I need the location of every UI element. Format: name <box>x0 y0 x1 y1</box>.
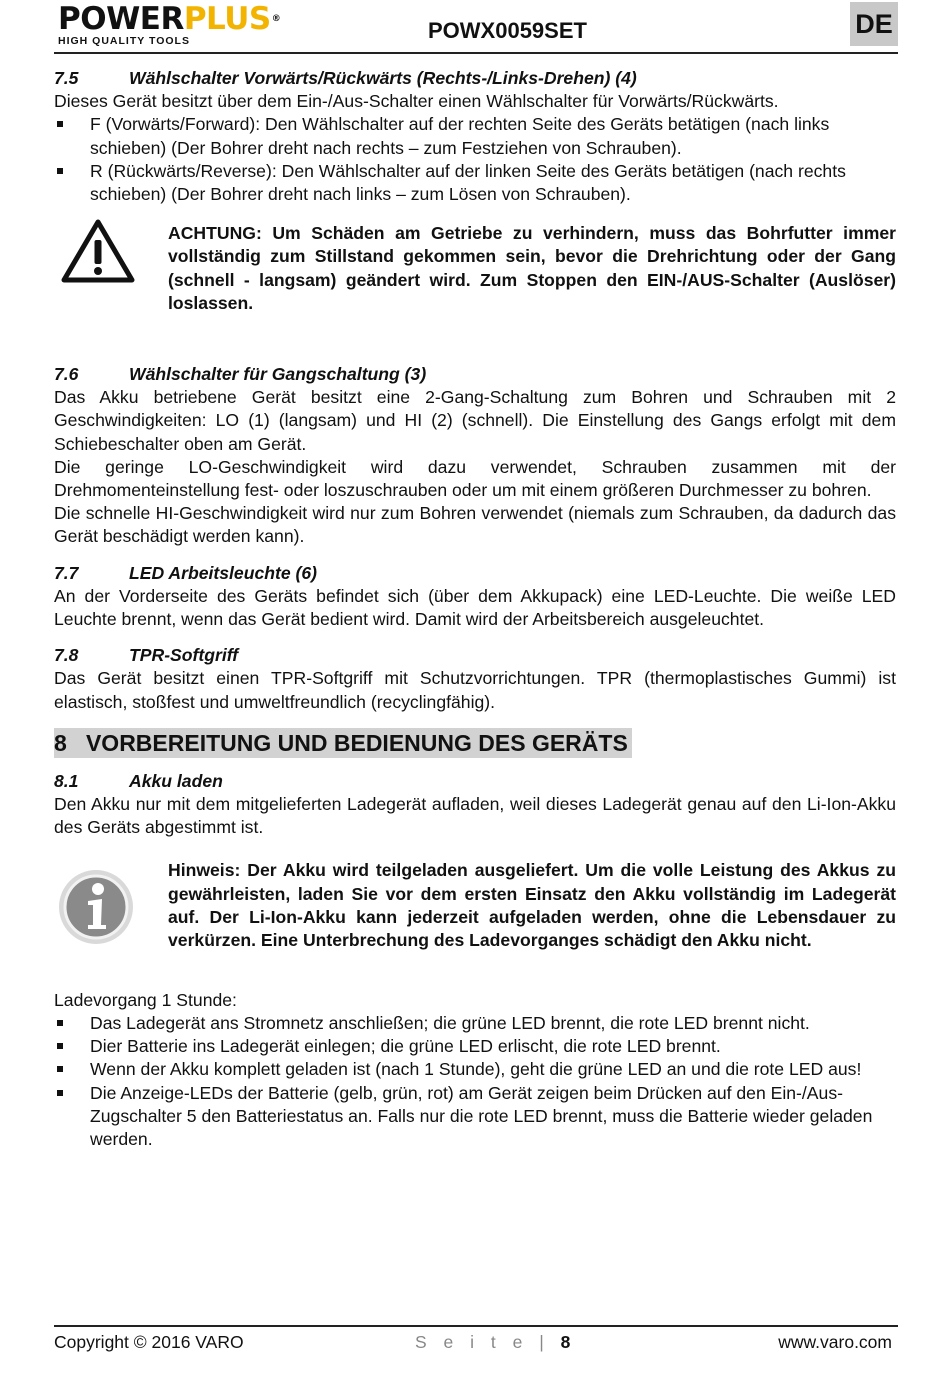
section-7-7-heading <box>54 562 896 585</box>
section-number: 7.7 <box>54 562 79 583</box>
section-7-6-heading <box>54 363 896 386</box>
logo-word-power: POWER <box>58 1 184 37</box>
list-item: Wenn der Akku komplett geladen ist (nach 1 Stunde), geht die grüne LED an und die rote LED aus! <box>54 1058 896 1081</box>
list-item: F (Vorwärts/Forward): Den Wählschalter auf der rechten Seite des Geräts betätigen (nach links schieben) (Der Bohrer dreht nach rechts – zum Festziehen von Schrauben). <box>54 113 896 159</box>
footer-copyright: Copyright © 2016 VARO <box>54 1332 244 1352</box>
charging-lead: Ladevorgang 1 Stunde: <box>54 989 237 1010</box>
logo-word-plus: PLUS <box>183 1 271 37</box>
chapter-8-heading: 8 VORBEREITUNG UND BEDIENUNG DES GERÄTS <box>54 728 632 758</box>
section-number: 8.1 <box>54 770 79 791</box>
header-divider <box>54 52 898 54</box>
list-item: Dier Batterie ins Ladegerät einlegen; die grüne LED erlischt, die rote LED brennt. <box>54 1035 896 1058</box>
charging-steps-list <box>54 1012 896 1151</box>
section-title: TPR-Softgriff <box>129 645 239 666</box>
chapter-8-heading-wrap <box>54 728 896 758</box>
page-label: S e i t e | <box>415 1332 550 1352</box>
section-7-6-paragraph-1: Das Akku betriebene Gerät besitzt eine 2-Gang-Schaltung zum Bohren und Schrauben mit 2 Geschwindigkeiten: LO (1) (langsam) und HI (2) (schnell). Die Einstellung des Gangs erfolgt mit dem Schiebeschalter oben am Gerät. <box>54 387 896 454</box>
section-number: 7.6 <box>54 364 79 385</box>
section-8-1-paragraph: Den Akku nur mit dem mitgelieferten Ladegerät aufladen, weil dieses Ladegerät genau auf den Li-Ion-Akku des Geräts abgestimmt ist. <box>54 794 896 838</box>
list-item: Das Ladegerät ans Stromnetz anschließen; die grüne LED brennt, die rote LED brennt nicht. <box>54 1012 896 1035</box>
section-title: Wählschalter für Gangschaltung (3) <box>129 364 427 385</box>
section-7-6-paragraph-3: Die schnelle HI-Geschwindigkeit wird nur zum Bohren verwendet (niemals zum Schrauben, da dadurch das Gerät beschädigt werden kann). <box>54 503 896 547</box>
warning-block <box>54 222 896 315</box>
section-7-6-paragraph-2: Die geringe LO-Geschwindigkeit wird dazu verwendet, Schrauben zusammen mit der Drehmomenteinstellung fest- oder loszuschrauben oder um mit einem größeren Durchmesser zu bohren. <box>54 456 896 501</box>
info-icon <box>54 859 168 953</box>
section-7-5-list <box>54 113 896 206</box>
logo-tagline: HIGH QUALITY TOOLS <box>58 35 190 47</box>
powerplus-logo <box>58 1 308 47</box>
list-item: R (Rückwärts/Reverse): Den Wählschalter auf der linken Seite des Geräts betätigen (nach rechts schieben) (Der Bohrer dreht nach links – zum Lösen von Schrauben). <box>54 160 896 206</box>
info-note-text: Hinweis: Der Akku wird teilgeladen ausgeliefert. Um die volle Leistung des Akkus zu gewährleisten, laden Sie vor dem ersten Einsatz den Akku vollständig im Ladegerät auf. Der Li-Ion-Akku kann jederzeit aufgeladen werden, ohne die Lebensdauer zu verkürzen. Eine Unterbrechung des Ladevorganges schädigt den Akku nicht. <box>168 860 896 951</box>
section-number: 7.8 <box>54 645 79 666</box>
section-8-1-heading <box>54 770 896 793</box>
list-item: Die Anzeige-LEDs der Batterie (gelb, grün, rot) am Gerät zeigen beim Drücken auf den Ein-/Aus-Zugschalter 5 den Batteriestatus an. Falls nur die rote LED brennt, muss die Batterie wieder geladen werden. <box>54 1082 896 1152</box>
language-badge: DE <box>850 2 898 46</box>
section-7-5-intro: Dieses Gerät besitzt über dem Ein-/Aus-Schalter einen Wählschalter für Vorwärts/Rückwärts. <box>54 91 779 112</box>
footer-url: www.varo.com <box>778 1332 892 1352</box>
section-title: Wählschalter Vorwärts/Rückwärts (Rechts-/Links-Drehen) (4) <box>129 68 637 88</box>
section-7-7-paragraph: An der Vorderseite des Geräts befindet sich (über dem Akkupack) eine LED-Leuchte. Die weiße LED Leuchte brennt, wenn das Gerät bedient wird. Damit wird der Arbeitsbereich ausgeleuchtet. <box>54 585 896 630</box>
section-title: Akku laden <box>129 770 223 791</box>
section-7-5-heading <box>54 67 896 90</box>
logo-registered-mark: ® <box>271 14 281 24</box>
warning-text: ACHTUNG: Um Schäden am Getriebe zu verhindern, muss das Bohrfutter immer vollständig zum Stillstand gekommen sein, bevor die Drehrichtung oder der Gang (schnell - langsam) geändert wird. Zum Stoppen den EIN-/AUS-Schalter (Auslöser) loslassen. <box>168 223 896 313</box>
model-number: POWX0059SET <box>428 18 587 43</box>
footer-divider <box>54 1325 898 1327</box>
warning-icon <box>54 222 168 290</box>
section-7-8-paragraph: Das Gerät besitzt einen TPR-Softgriff mit Schutzvorrichtungen. TPR (thermoplastisches Gummi) ist elastisch, stoßfest und umweltfreundlich (recyclingfähig). <box>54 668 896 712</box>
footer-page-indicator <box>415 1332 570 1353</box>
page-content <box>54 67 896 1151</box>
section-number: 7.5 <box>54 68 79 88</box>
info-note-block <box>54 859 896 953</box>
section-title: LED Arbeitsleuchte (6) <box>129 562 318 583</box>
section-7-8-heading <box>54 644 896 667</box>
page-number: 8 <box>560 1332 571 1352</box>
